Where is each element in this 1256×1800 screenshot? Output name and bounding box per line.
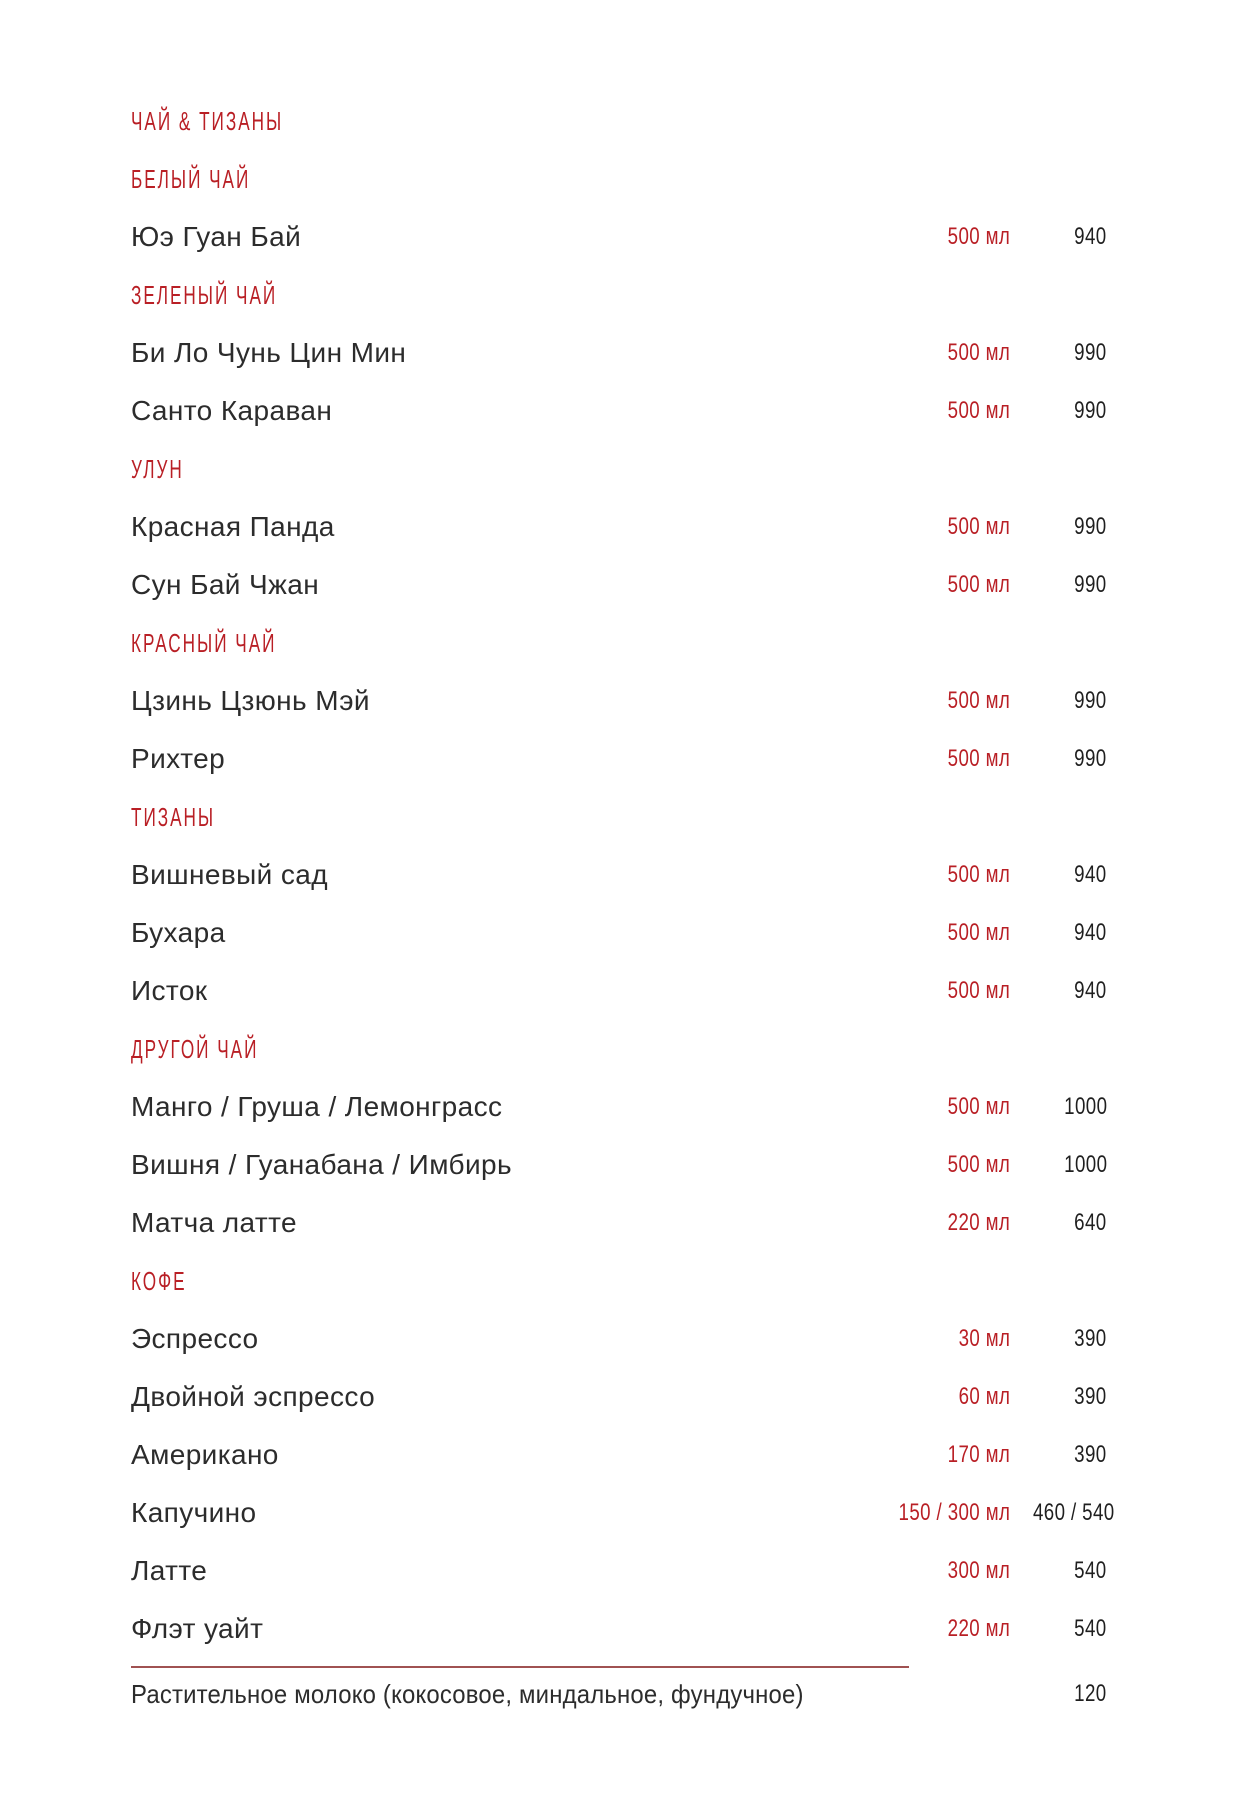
menu-item-row bbox=[131, 672, 1107, 730]
item-volume-text: 170 мл bbox=[947, 1441, 1010, 1468]
section-header-label: КРАСНЫЙ ЧАЙ bbox=[131, 628, 277, 658]
item-name: Рихтер bbox=[131, 743, 226, 774]
item-volume-text: 500 мл bbox=[947, 919, 1010, 946]
item-name: Вишня / Гуанабана / Имбирь bbox=[131, 1149, 512, 1180]
item-name: Манго / Груша / Лемонграсс bbox=[131, 1091, 503, 1122]
item-volume-text: 500 мл bbox=[947, 1151, 1010, 1178]
item-volume bbox=[800, 747, 1010, 771]
item-price bbox=[1010, 1443, 1107, 1467]
item-name: Бухара bbox=[131, 917, 226, 948]
item-price-text: 390 bbox=[1074, 1383, 1107, 1410]
menu-item-row bbox=[131, 208, 1107, 266]
item-name: Матча латте bbox=[131, 1207, 297, 1238]
item-price-text: 1000 bbox=[1063, 1151, 1107, 1178]
item-price-text: 940 bbox=[1074, 977, 1107, 1004]
item-price-text: 640 bbox=[1074, 1209, 1107, 1236]
item-price-text: 390 bbox=[1074, 1441, 1107, 1468]
menu-item-row bbox=[131, 846, 1107, 904]
item-volume-text: 30 мл bbox=[958, 1325, 1010, 1352]
menu-item-row bbox=[131, 1368, 1107, 1426]
item-price bbox=[1010, 1327, 1107, 1351]
section-header bbox=[131, 1020, 1107, 1078]
item-price bbox=[1010, 225, 1107, 249]
item-volume bbox=[800, 515, 1010, 539]
footnote-name-text: Растительное молоко (кокосовое, миндальное, фундучное) bbox=[131, 1678, 804, 1709]
item-price-text: 940 bbox=[1074, 861, 1107, 888]
section-header-label: УЛУН bbox=[131, 454, 184, 484]
footnote-price-text: 120 bbox=[1074, 1680, 1107, 1707]
item-price bbox=[1010, 1385, 1107, 1409]
menu-item-row bbox=[131, 1078, 1107, 1136]
menu-rows bbox=[131, 150, 1115, 1658]
menu-item-row bbox=[131, 962, 1107, 1020]
item-price bbox=[1010, 747, 1107, 771]
item-price bbox=[1010, 341, 1107, 365]
menu-item-row bbox=[131, 1194, 1107, 1252]
menu-item-row bbox=[131, 1426, 1107, 1484]
item-volume bbox=[800, 573, 1010, 597]
item-name: Санто Караван bbox=[131, 395, 333, 426]
item-volume-text: 500 мл bbox=[947, 571, 1010, 598]
item-price bbox=[1010, 1499, 1115, 1526]
footnote-price bbox=[1010, 1682, 1107, 1706]
menu-item-row bbox=[131, 904, 1107, 962]
menu-item-row bbox=[131, 730, 1107, 788]
item-price-text: 390 bbox=[1074, 1325, 1107, 1352]
item-price-text: 1000 bbox=[1063, 1093, 1107, 1120]
section-header bbox=[131, 1252, 1107, 1310]
item-price-text: 940 bbox=[1074, 919, 1107, 946]
item-volume-text: 220 мл bbox=[947, 1209, 1010, 1236]
item-price-text: 460 / 540 bbox=[1033, 1499, 1115, 1526]
item-volume bbox=[800, 863, 1010, 887]
item-volume bbox=[800, 1153, 1010, 1177]
item-volume bbox=[800, 1501, 1010, 1525]
item-volume bbox=[800, 1211, 1010, 1235]
menu-item-row bbox=[131, 324, 1107, 382]
item-price-text: 990 bbox=[1074, 339, 1107, 366]
menu-item-row bbox=[131, 1542, 1107, 1600]
item-name: Американо bbox=[131, 1439, 279, 1470]
section-header-label: ДРУГОЙ ЧАЙ bbox=[131, 1034, 259, 1064]
item-price bbox=[1010, 399, 1107, 423]
item-volume bbox=[800, 689, 1010, 713]
item-name: Двойной эспрессо bbox=[131, 1381, 376, 1412]
item-name: Цзинь Цзюнь Мэй bbox=[131, 685, 370, 716]
section-header-label: БЕЛЫЙ ЧАЙ bbox=[131, 164, 251, 194]
item-volume bbox=[800, 1095, 1010, 1119]
item-price bbox=[1010, 1559, 1107, 1583]
item-volume-text: 500 мл bbox=[947, 745, 1010, 772]
item-price bbox=[1010, 689, 1107, 713]
menu-item-row bbox=[131, 498, 1107, 556]
section-header bbox=[131, 150, 1107, 208]
menu-title: ЧАЙ & ТИЗАНЫ bbox=[131, 106, 284, 136]
item-volume-text: 220 мл bbox=[947, 1615, 1010, 1642]
item-name: Вишневый сад bbox=[131, 859, 328, 890]
item-name: Сун Бай Чжан bbox=[131, 569, 320, 600]
item-volume bbox=[800, 1385, 1010, 1409]
item-volume-text: 300 мл bbox=[947, 1557, 1010, 1584]
item-volume-text: 60 мл bbox=[958, 1383, 1010, 1410]
item-volume-text: 500 мл bbox=[947, 861, 1010, 888]
item-price bbox=[1010, 1211, 1107, 1235]
section-header bbox=[131, 266, 1107, 324]
item-name: Латте bbox=[131, 1555, 208, 1586]
menu-item-row bbox=[131, 382, 1107, 440]
item-name: Флэт уайт bbox=[131, 1613, 264, 1644]
item-price bbox=[1010, 863, 1107, 887]
item-price bbox=[1010, 1153, 1107, 1177]
section-header bbox=[131, 788, 1107, 846]
menu-item-row bbox=[131, 1484, 1115, 1542]
item-price-text: 540 bbox=[1074, 1615, 1107, 1642]
item-price bbox=[1010, 921, 1107, 945]
item-price bbox=[1010, 1095, 1107, 1119]
item-name: Юэ Гуан Бай bbox=[131, 221, 302, 252]
item-volume-text: 500 мл bbox=[947, 223, 1010, 250]
item-price bbox=[1010, 1617, 1107, 1641]
menu-item-row bbox=[131, 1600, 1107, 1658]
item-name: Би Ло Чунь Цин Мин bbox=[131, 337, 407, 368]
item-price bbox=[1010, 573, 1107, 597]
item-volume-text: 500 мл bbox=[947, 977, 1010, 1004]
item-volume-text: 500 мл bbox=[947, 1093, 1010, 1120]
item-name: Исток bbox=[131, 975, 208, 1006]
section-header bbox=[131, 440, 1107, 498]
item-volume bbox=[800, 225, 1010, 249]
footnote-name bbox=[131, 1679, 1010, 1710]
item-price bbox=[1010, 515, 1107, 539]
menu-item-row bbox=[131, 556, 1107, 614]
item-volume bbox=[800, 979, 1010, 1003]
item-volume-text: 500 мл bbox=[947, 397, 1010, 424]
section-header-label: КОФЕ bbox=[131, 1266, 187, 1296]
item-volume-text: 500 мл bbox=[947, 513, 1010, 540]
item-volume bbox=[800, 921, 1010, 945]
item-volume bbox=[800, 1327, 1010, 1351]
item-name: Капучино bbox=[131, 1497, 257, 1528]
item-price-text: 990 bbox=[1074, 397, 1107, 424]
item-price-text: 990 bbox=[1074, 687, 1107, 714]
footnote-row bbox=[131, 1668, 1107, 1720]
item-price-text: 990 bbox=[1074, 745, 1107, 772]
item-volume bbox=[800, 1559, 1010, 1583]
section-header bbox=[131, 614, 1107, 672]
menu-item-row bbox=[131, 1310, 1107, 1368]
item-volume bbox=[800, 341, 1010, 365]
item-volume-text: 500 мл bbox=[947, 687, 1010, 714]
item-volume-text: 500 мл bbox=[947, 339, 1010, 366]
item-price-text: 990 bbox=[1074, 571, 1107, 598]
item-volume-text: 150 / 300 мл bbox=[898, 1499, 1010, 1526]
item-name: Эспрессо bbox=[131, 1323, 259, 1354]
item-volume bbox=[800, 399, 1010, 423]
item-price-text: 940 bbox=[1074, 223, 1107, 250]
section-header-label: ТИЗАНЫ bbox=[131, 802, 216, 832]
item-price-text: 540 bbox=[1074, 1557, 1107, 1584]
item-volume bbox=[800, 1443, 1010, 1467]
section-header-label: ЗЕЛЕНЫЙ ЧАЙ bbox=[131, 280, 278, 310]
menu-item-row bbox=[131, 1136, 1107, 1194]
item-name: Красная Панда bbox=[131, 511, 335, 542]
item-volume bbox=[800, 1617, 1010, 1641]
item-price bbox=[1010, 979, 1107, 1003]
menu-title-row bbox=[131, 92, 1107, 150]
item-price-text: 990 bbox=[1074, 513, 1107, 540]
